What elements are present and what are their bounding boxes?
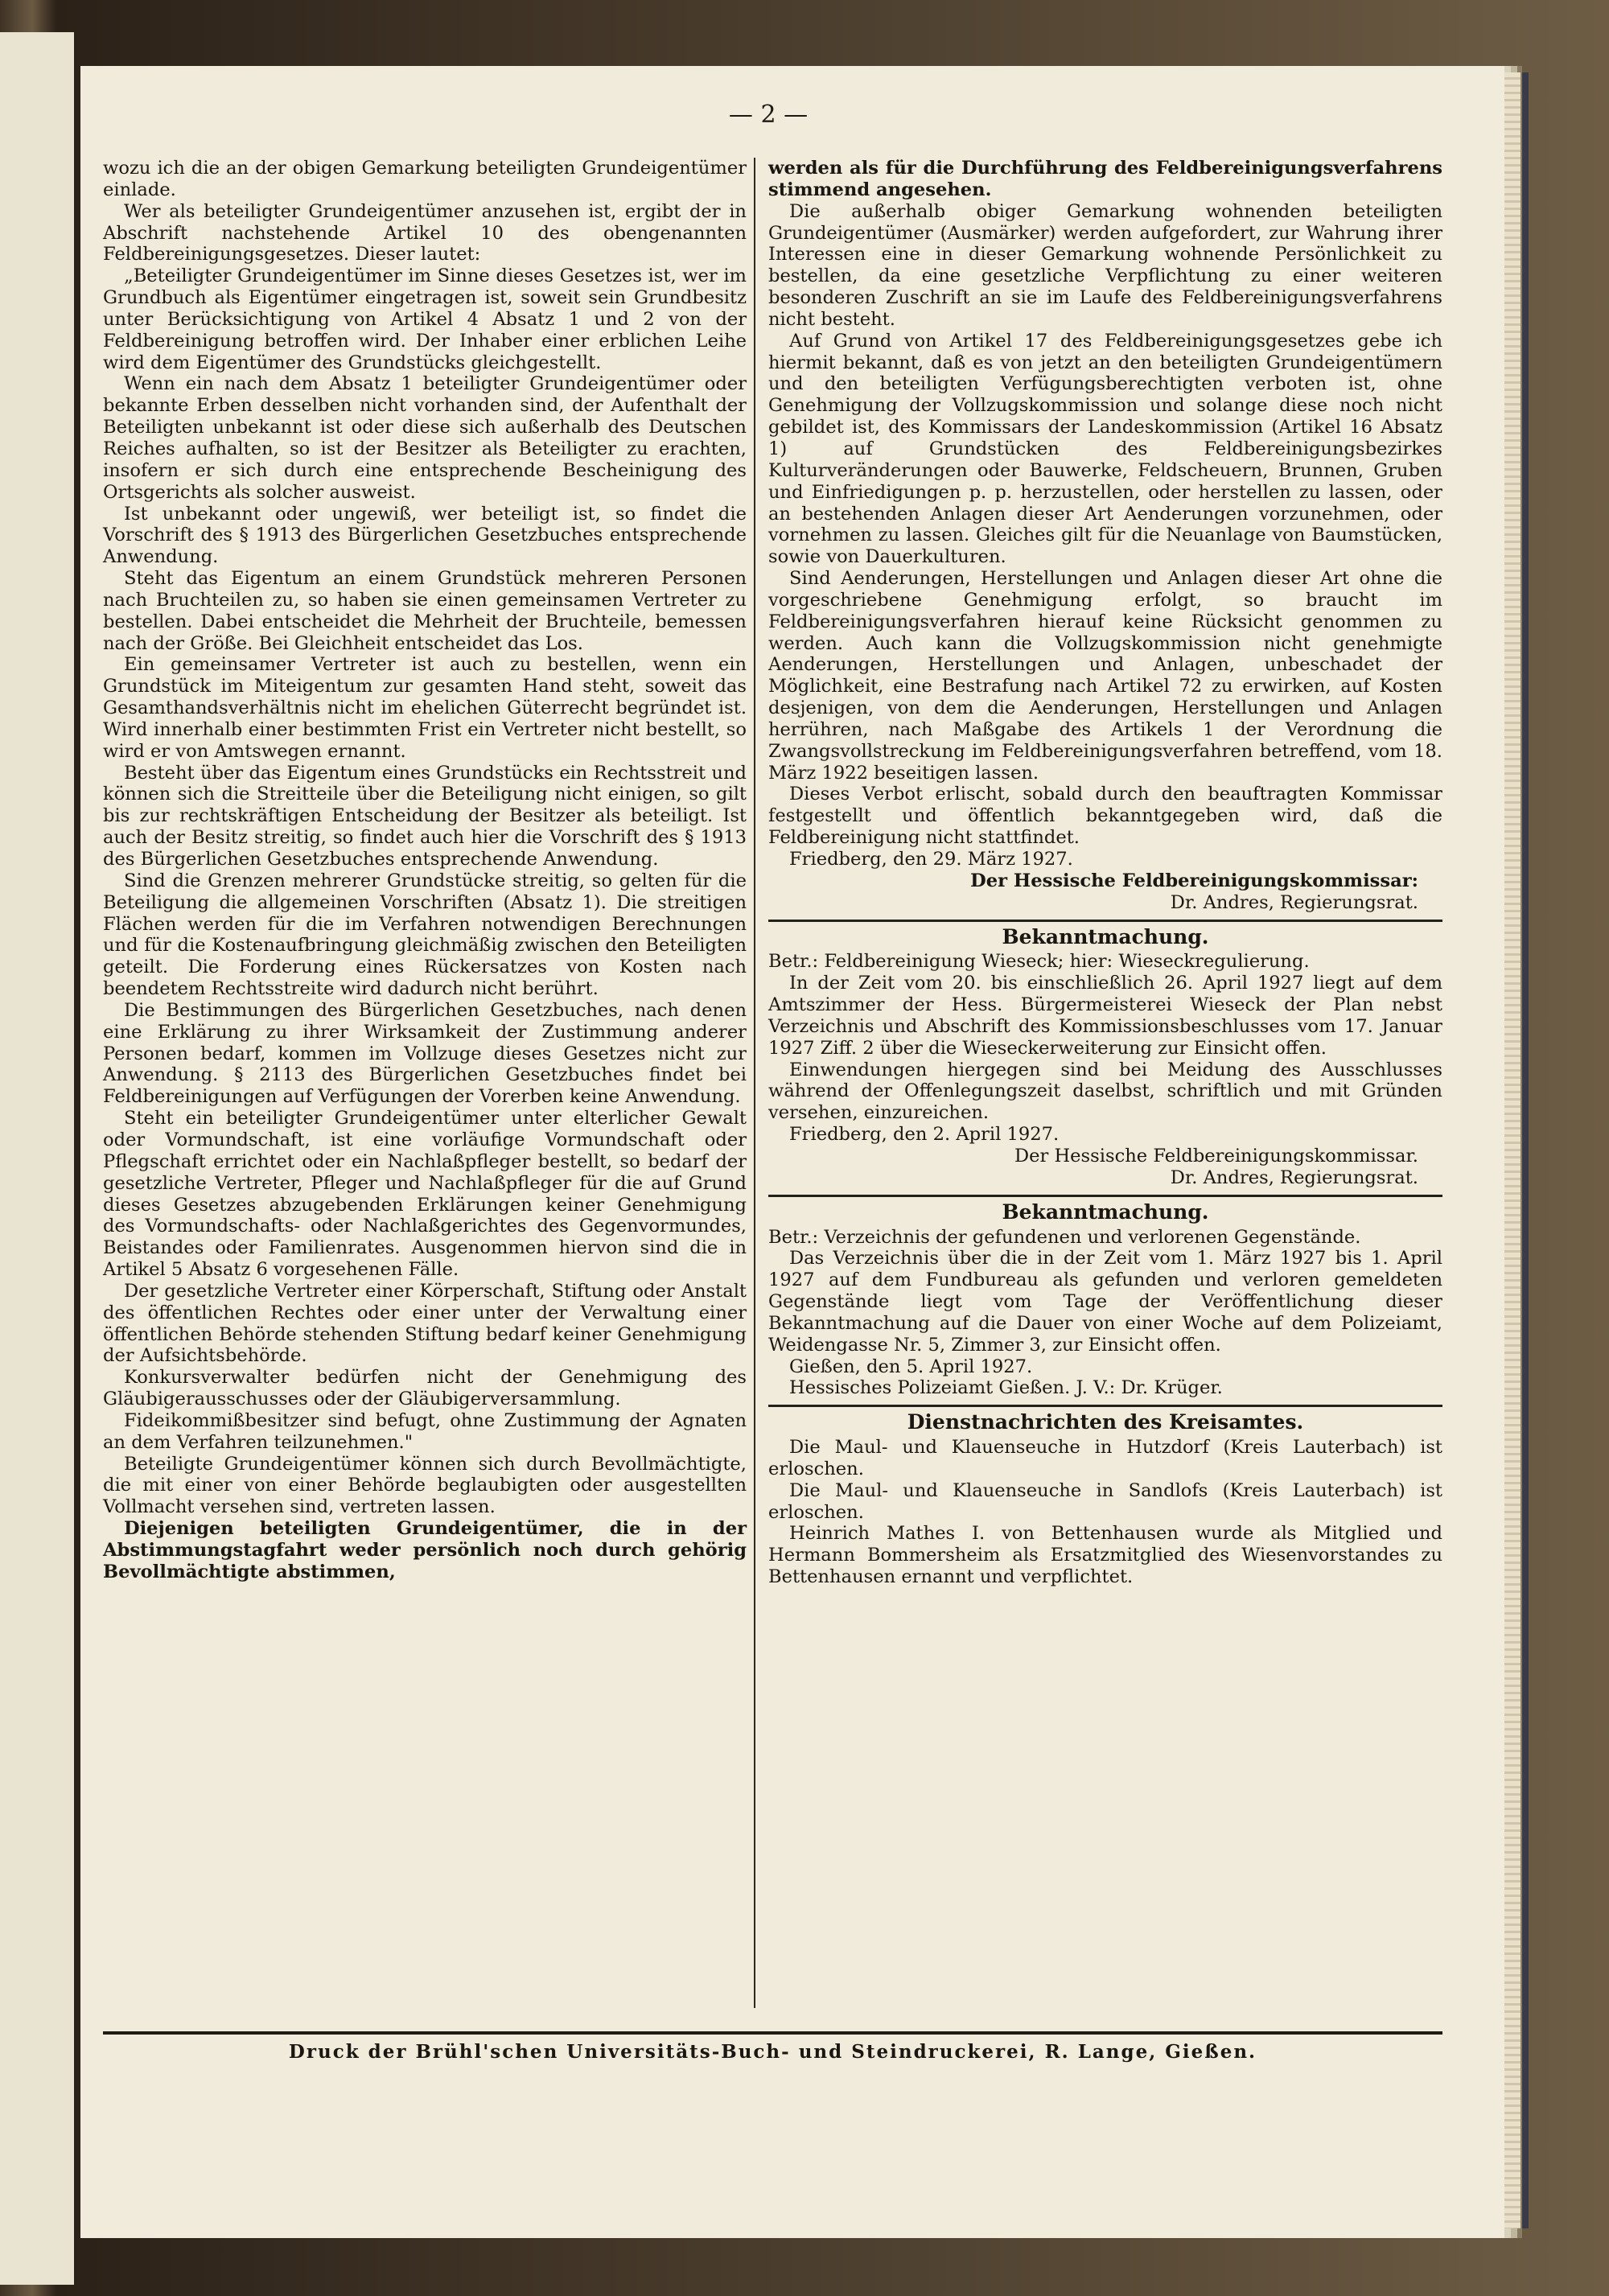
notice-lost-found-signature: Hessisches Polizeiamt Gießen. J. V.: Dr. Krüger. [789, 1377, 1223, 1399]
paragraph: Wenn ein nach dem Absatz 1 beteiligter Grundeigentümer oder bekannte Erben desselben nicht vorhanden sind, der Aufenthalt der Beteiligten unbekannt ist oder diese sich außerhalb des Deutschen Reiches aufhalten, so ist der Besitzer als Beteiligter zu erachten, insofern er sich durch eine entsprechende Bescheinigung des Ortsgerichts als solcher ausweist. [103, 373, 747, 503]
section-rule [768, 1195, 1442, 1197]
section-rule [768, 920, 1442, 922]
printer-imprint: Druck der Brühl'schen Universitäts-Buch- und Steindruckerei, R. Lange, Gießen. [288, 2041, 1257, 2063]
previous-page-edge [0, 32, 76, 2285]
notice-wieseck-text [768, 951, 1442, 1124]
paragraph: Sind die Grenzen mehrerer Grundstücke streitig, so gelten für die Beteiligung die allgemeinen Vorschriften (Absatz 1). Die streitigen Flächen werden für die im Verfahren notwendigen Berechnungen und für die Kostenaufbringung gleichmäßig zwischen den Beteiligten geteilt. Die Forderung eines Rückersatzes von Kosten nach beendetem Rechtsstreite wird dadurch nicht berührt. [103, 870, 747, 1000]
paragraph: Betr.: Verzeichnis der gefundenen und verlorenen Gegenstände. [768, 1226, 1361, 1248]
paragraph: Die Bestimmungen des Bürgerlichen Gesetzbuches, nach denen eine Erklärung zu ihrer Wirksamkeit der Zustimmung anderer Personen bedarf, kommen im Vollzuge dieses Gesetzes nicht zur Anwendung. § 2113 des Bürgerlichen Gesetzbuches findet bei Feldbereinigungen auf Verfügungen der Vorerben keine Anwendung. [103, 999, 747, 1108]
column-divider [754, 158, 755, 2008]
paragraph: Dieses Verbot erlischt, sobald durch den beauftragten Kommissar festgestellt und öffentlich bekanntgegeben wird, daß die Feldbereinigung nicht stattfindet. [768, 784, 1442, 849]
intro-place-date: Friedberg, den 29. März 1927. [789, 849, 1073, 870]
farmland-consolidation-text [768, 158, 1442, 849]
paragraph: Besteht über das Eigentum eines Grundstücks ein Rechtsstreit und können sich die Streitteile über die Beteiligung nicht einigen, so gilt bis zur rechtskräftigen Entscheidung der Besitzer als beteiligt. Ist auch der Besitz streitig, so findet auch hier die Vorschrift des § 1913 des Bürgerlichen Gesetzbuches entsprechende Anwendung. [103, 762, 747, 870]
paragraph: Heinrich Mathes I. von Bettenhausen wurde als Mitglied und Hermann Bommersheim als Ersatzmitglied des Wiesenvorstandes zu Bettenhausen ernannt und verpflichtet. [768, 1523, 1442, 1588]
paragraph: In der Zeit vom 20. bis einschließlich 26. April 1927 liegt auf dem Amtszimmer der Hess. Bürgermeisterei Wieseck der Plan nebst Verzeichnis und Abschrift des Kommissionsbeschlusses vom 17. Januar 1927 Ziff. 2 über die Wieseckerweiterung zur Einsicht offen. [768, 973, 1442, 1059]
notice-heading-wieseck: Bekanntmachung. [1002, 924, 1209, 948]
paragraph: Ist unbekannt oder ungewiß, wer beteiligt ist, so findet die Vorschrift des § 1913 des Bürgerlichen Gesetzbuches entsprechende Anwendung. [103, 503, 747, 568]
section-rule [768, 1405, 1442, 1407]
paragraph: Wer als beteiligter Grundeigentümer anzusehen ist, ergibt der in Abschrift nachstehende Artikel 10 des obengenannten Feldbereinigungsgesetzes. Dieser lautet: [103, 200, 747, 265]
paragraph: Sind Aenderungen, Herstellungen und Anlagen dieser Art ohne die vorgeschriebene Genehmigung erfolgt, so braucht im Feldbereinigungsverfahren hierauf keine Rücksicht genommen zu werden. Auch kann die Vollzugskommission nicht genehmigte Aenderungen, Herstellungen und Anlagen, unbeschadet der Möglichkeit, eine Bestrafung nach Artikel 72 zu erwirken, auf Kosten desjenigen, von dem die Aenderungen, Herstellungen und Anlagen herrühren, nach Maßgabe des Artikels 1 der Verordnung die Zwangsvollstreckung im Feldbereinigungsverfahren betreffend, vom 18. März 1922 beseitigen lassen. [768, 568, 1442, 784]
paragraph: Steht ein beteiligter Grundeigentümer unter elterlicher Gewalt oder Vormundschaft, ist eine vorläufige Vormundschaft oder Pflegschaft errichtet oder ein Nachlaßpfleger bestellt, so bedarf der gesetzliche Vertreter, Pfleger und Nachlaßpfleger für die auf Grund dieses Gesetzes abzugebenden Erklärungen keiner Genehmigung des Vormundschafts- oder Nachlaßgerichtes des Gegenvormundes, Beistandes oder Familienrates. Ausgenommen hiervon sind die in Artikel 5 Absatz 6 vorgesehenen Fälle. [103, 1108, 747, 1281]
notice-heading-lost-found: Bekanntmachung. [1002, 1199, 1209, 1224]
paragraph: werden als für die Durchführung des Feldbereinigungsverfahrens stimmend angesehen. [768, 158, 1442, 200]
paragraph: Diejenigen beteiligten Grundeigentümer, die in der Abstimmungstagfahrt weder persönlich noch durch gehörig Bevollmächtigte abstimmen, [103, 1518, 747, 1582]
right-column [768, 158, 1442, 1588]
paragraph: Die außerhalb obiger Gemarkung wohnenden beteiligten Grundeigentümer (Ausmärker) werden aufgefordert, zur Wahrung ihrer Interessen eine in dieser Gemarkung wohnende Persönlichkeit zu bestellen, da eine gesetzliche Verpflichtung zu einer weiteren besonderen Zuschrift an sie im Laufe des Feldbereinigungsverfahrens nicht besteht. [768, 200, 1442, 330]
paragraph: wozu ich die an der obigen Gemarkung beteiligten Grundeigentümer einlade. [103, 158, 747, 200]
paragraph: Die Maul- und Klauenseuche in Hutzdorf (Kreis Lauterbach) ist erloschen. [768, 1437, 1442, 1479]
notice-wieseck-signature-name: Dr. Andres, Regierungsrat. [1170, 1167, 1418, 1188]
page-number: — 2 — [728, 101, 809, 129]
official-news-text [768, 1437, 1442, 1588]
intro-signature-title: Der Hessische Feldbereinigungskommissar: [970, 870, 1418, 891]
paragraph: Beteiligte Grundeigentümer können sich durch Bevollmächtigte, die mit einer von einer Behörde beglaubigten oder ausgestellten Vollmacht versehen sind, vertreten lassen. [103, 1453, 747, 1518]
intro-signature-name: Dr. Andres, Regierungsrat. [1170, 891, 1418, 913]
notice-heading-official-news: Dienstnachrichten des Kreisamtes. [907, 1410, 1304, 1434]
footer-rule [103, 2031, 1442, 2035]
paragraph: Der gesetzliche Vertreter einer Körperschaft, Stiftung oder Anstalt des öffentlichen Rechtes oder einer unter der Verwaltung einer öffentlichen Behörde stehenden Stiftung bedarf keiner Genehmigung der Aufsichtsbehörde. [103, 1280, 747, 1367]
paragraph: Das Verzeichnis über die in der Zeit vom 1. März 1927 bis 1. April 1927 auf dem Fundbureau als gefunden und verloren gemeldeten Gegenstände liegt vom Tage der Veröffentlichung dieser Bekanntmachung auf die Dauer von einer Woche auf dem Polizeiamt, Weidengasse Nr. 5, Zimmer 3, zur Einsicht offen. [768, 1248, 1442, 1356]
page-stack-edge [1504, 72, 1521, 2228]
paragraph: Einwendungen hiergegen sind bei Meidung des Ausschlusses während der Offenlegungszeit daselbst, schriftlich und mit Gründen versehen, einzureichen. [768, 1059, 1442, 1124]
paragraph: Konkursverwalter bedürfen nicht der Genehmigung des Gläubigerausschusses oder der Gläubigerversammlung. [103, 1367, 747, 1410]
notice-wieseck-signature-title: Der Hessische Feldbereinigungskommissar. [1014, 1145, 1418, 1167]
paragraph: „Beteiligter Grundeigentümer im Sinne dieses Gesetzes ist, wer im Grundbuch als Eigentümer eingetragen ist, soweit sein Grundbesitz unter Berücksichtigung von Artikel 4 Absatz 1 und 2 von der Feldbereinigung betroffen wird. Der Inhaber einer erblichen Leihe wird dem Eigentümer des Grundstücks gleichgestellt. [103, 265, 747, 373]
left-column [103, 158, 747, 1583]
notice-wieseck-place-date: Friedberg, den 2. April 1927. [789, 1124, 1060, 1146]
notice-lost-found-place-date: Gießen, den 5. April 1927. [789, 1356, 1033, 1377]
paragraph: Fideikommißbesitzer sind befugt, ohne Zustimmung der Agnaten an dem Verfahren teilzunehmen." [103, 1409, 747, 1453]
paragraph: Ein gemeinsamer Vertreter ist auch zu bestellen, wenn ein Grundstück im Miteigentum zur gesamten Hand steht, soweit das Gesamthandsverhältnis nicht im ehelichen Güterrecht begründet ist. Wird innerhalb einer bestimmten Frist ein Vertreter nicht bestellt, so wird er von Amtswegen ernannt. [103, 654, 747, 762]
paragraph: Steht das Eigentum an einem Grundstück mehreren Personen nach Bruchteilen zu, so haben sie einen gemeinsamen Vertreter zu bestellen. Dabei entscheidet die Mehrheit der Bruchteile, bemessen nach der Größe. Bei Gleichheit entscheidet das Los. [103, 568, 747, 654]
paragraph: Auf Grund von Artikel 17 des Feldbereinigungsgesetzes gebe ich hiermit bekannt, daß es von jetzt an den beteiligten Grundeigentümern und den beteiligten Verfügungsberechtigten verboten ist, ohne Genehmigung der Vollzugskommission und solange diese noch nicht gebildet ist, des Kommissars der Landeskommission (Artikel 16 Absatz 1) auf Grundstücken des Feldbereinigungsbezirkes Kulturveränderungen oder Bauwerke, Feldscheuern, Brunnen, Gruben und Einfriedigungen p. p. herzustellen, oder herstellen zu lassen, oder an bestehenden Anlagen dieser Art Aenderungen vorzunehmen, oder vornehmen zu lassen. Gleiches gilt für die Neuanlage von Baumstücken, sowie von Dauerkulturen. [768, 330, 1442, 568]
paragraph: Betr.: Feldbereinigung Wieseck; hier: Wieseckregulierung. [768, 951, 1310, 973]
paragraph: Die Maul- und Klauenseuche in Sandlofs (Kreis Lauterbach) ist erloschen. [768, 1479, 1442, 1523]
notice-lost-found-text [768, 1227, 1442, 1356]
